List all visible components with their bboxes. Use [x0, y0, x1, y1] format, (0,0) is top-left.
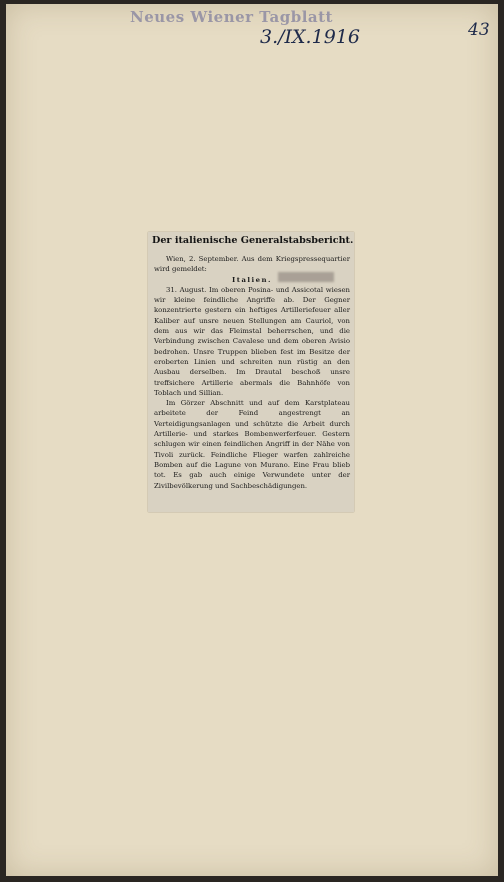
clipping-dateline: Wien, 2. September. Aus dem Kriegspressequartier wird gemeldet: [154, 255, 350, 274]
newspaper-stamp: Neues Wiener Tagblatt [130, 8, 333, 26]
clipping-headline: Der italienische Generalstabsbericht. [152, 235, 354, 246]
archive-sheet [6, 4, 498, 876]
page-number: 43 [468, 20, 490, 40]
clipping-paragraph: Im Görzer Abschnitt und auf dem Karstplateau arbeitete der Feind angestrengt an Verteidigungsanlagen und schützte die Arbeit durch Artillerie- und starkes Bombenwerferfeuer. Gestern schlugen wir einen feindlichen Angriff in der Nähe von Tivoli zurück. Feindliche Flieger warfen zahlreiche Bomben auf die Lagune von Murano. Eine Frau blieb tot. Es gab auch einige Verwundete unter der Zivilbevölkerung und Sachbeschädigungen. [154, 399, 350, 490]
handwritten-date: 3./IX.1916 [260, 26, 360, 48]
clipping-body [154, 254, 350, 491]
clipping-paragraph: 31. August. Im oberen Posina- und Assicotal wiesen wir kleine feindliche Angriffe ab. Der Gegner konzentrierte gestern ein heftiges Artilleriefeuer aller Kaliber auf unsre neuen Stellungen am Cauriol, von dem aus wir das Fleimstal beherrschen, und die Verbindung zwischen Cavalese und dem oberen Avisio bedrohen. Unsre Truppen blieben fest im Besitze der eroberten Linien und schreiten nun rüstig an den Ausbau derselben. Im Drautal beschoß unsre treffsichere Artillerie abermals die Bahnhöfe von Toblach und Sillian. [154, 285, 350, 397]
clipping-section: Italien. [232, 275, 272, 284]
newspaper-clipping [148, 232, 354, 512]
